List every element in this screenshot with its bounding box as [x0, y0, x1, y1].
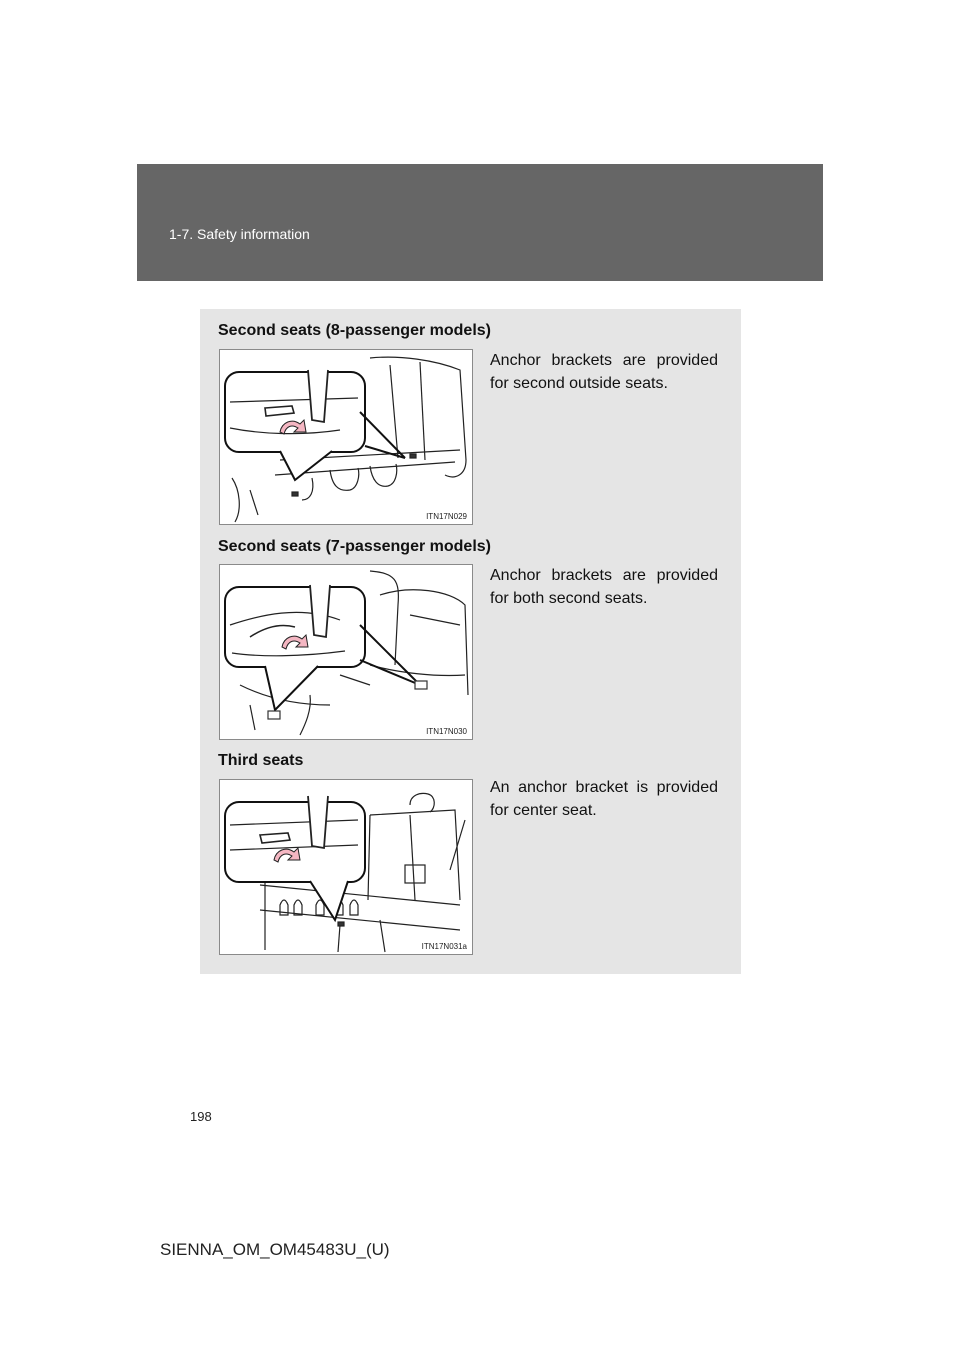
seat-anchor-illustration — [220, 565, 472, 739]
page-number: 198 — [190, 1109, 212, 1124]
illustration-second-seats-7p — [219, 564, 473, 740]
illustration-second-seats-8p — [219, 349, 473, 525]
seat-anchor-illustration — [220, 350, 472, 524]
figure-code: ITN17N031a — [421, 942, 467, 951]
section-description: Anchor brackets are provided for second outside seats. — [490, 352, 718, 392]
section-description: Anchor brackets are provided for both second seats. — [490, 567, 718, 607]
figure-code: ITN17N030 — [426, 727, 467, 736]
figure-code: ITN17N029 — [426, 512, 467, 521]
seat-anchor-illustration — [220, 780, 472, 954]
document-id: SIENNA_OM_OM45483U_(U) — [160, 1240, 390, 1259]
section-heading-third-seats: Third seats — [218, 752, 304, 769]
section-heading-second-seats-7p: Second seats (7-passenger models) — [218, 538, 491, 555]
content-box — [200, 309, 741, 974]
section-heading-second-seats-8p: Second seats (8-passenger models) — [218, 322, 491, 339]
illustration-third-seats — [219, 779, 473, 955]
section-description: An anchor bracket is provided for center seat. — [490, 779, 718, 819]
header-band — [137, 164, 823, 281]
section-title: 1-7. Safety information — [169, 226, 310, 242]
